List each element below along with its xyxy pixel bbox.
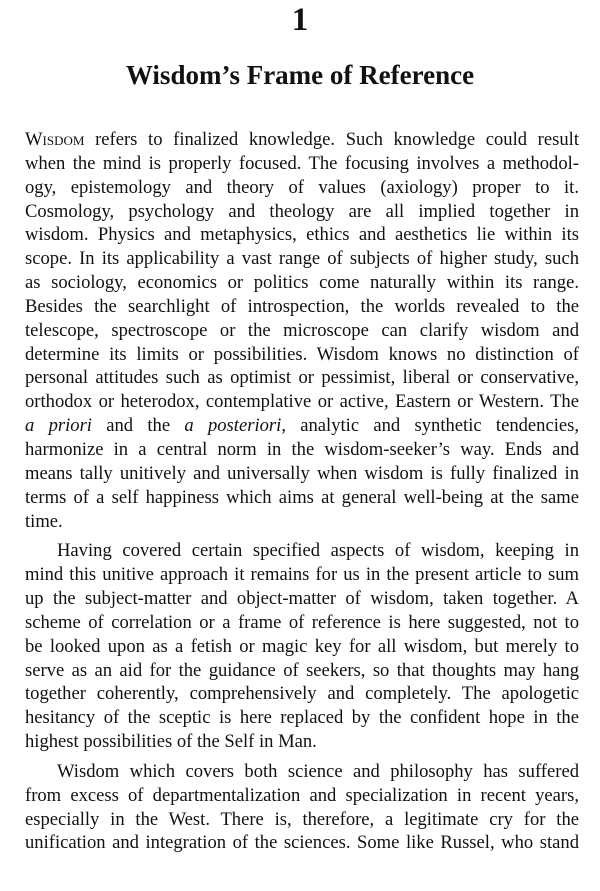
- text-line: determine its limits or possibilities. Wisdom knows no distinction of: [25, 343, 579, 365]
- text-line: when the mind is properly focused. The focusing involves a methodol-: [25, 152, 579, 174]
- text-line: Having covered certain specified aspects of wisdom, keeping in: [57, 540, 579, 562]
- text-line: from excess of departmentalization and specialization in recent years,: [25, 784, 579, 806]
- text-line: mind this unitive approach it remains for us in the present article to sum: [25, 564, 579, 586]
- text-line: hesitancy of the sceptic is here replaced by the confident hope in the: [25, 707, 579, 729]
- italic-term: a posteriori: [184, 415, 282, 437]
- text-line: a priori and the a posteriori, analytic and synthetic tendencies,: [25, 415, 580, 437]
- text-line: Besides the searchlight of introspection, the worlds revealed to the: [25, 295, 579, 317]
- text-line: time.: [25, 510, 63, 532]
- text-line: scope. In its applicability a vast range of subjects of higher study, such: [25, 248, 579, 270]
- text-line: be looked upon as a fetish or magic key for all wisdom, but merely to: [25, 635, 579, 657]
- text-line: orthodox or heterodox, contemplative or active, Eastern or Western. The: [25, 391, 579, 413]
- text-line: Wisdom refers to finalized knowledge. Such knowledge could result: [25, 129, 579, 150]
- text-line: Wisdom which covers both science and philosophy has suffered: [57, 760, 579, 782]
- text-line: especially in the West. There is, therefore, a legitimate cry for the: [25, 808, 579, 830]
- text-line: Cosmology, psychology and theology are all implied together in: [25, 200, 579, 222]
- text-line: terms of a self happiness which aims at general well-being at the same: [25, 486, 579, 508]
- text-line: serve as an aid for the guidance of seekers, so that thoughts may hang: [25, 659, 579, 681]
- text-line: unification and integration of the sciences. Some like Russel, who stand: [25, 832, 579, 854]
- text-line: harmonize in a central norm in the wisdom-seeker’s way. Ends and: [25, 438, 579, 460]
- text-line: wisdom. Physics and metaphysics, ethics and aesthetics lie within its: [25, 224, 579, 246]
- paragraph-3: [25, 760, 579, 855]
- paragraph-2: [25, 539, 579, 754]
- text-line: up the subject-matter and object-matter of wisdom, taken together. A: [25, 588, 579, 610]
- text-line: together coherently, comprehensively and completely. The apologetic: [25, 683, 579, 705]
- text-line: highest possibilities of the Self in Man.: [25, 731, 317, 753]
- text-line: means tally unitively and universally when wisdom is fully finalized in: [25, 462, 579, 484]
- drop-word: Wisdom: [25, 129, 85, 150]
- text-line: telescope, spectroscope or the microscope can clarify wisdom and: [25, 319, 579, 341]
- italic-term: a priori: [25, 415, 92, 437]
- text-line: as sociology, economics or politics come naturally within its range.: [25, 272, 579, 294]
- chapter-body: [25, 128, 579, 855]
- chapter-number: 1: [291, 2, 309, 38]
- paragraph-1: [25, 128, 579, 533]
- text-line: scheme of correlation or a frame of reference is here suggested, not to: [25, 611, 579, 633]
- text-line: personal attitudes such as optimist or pessimist, liberal or conservative,: [25, 367, 579, 389]
- text-line: ogy, epistemology and theory of values (axiology) proper to it.: [25, 176, 579, 198]
- chapter-title: Wisdom’s Frame of Reference: [125, 60, 475, 90]
